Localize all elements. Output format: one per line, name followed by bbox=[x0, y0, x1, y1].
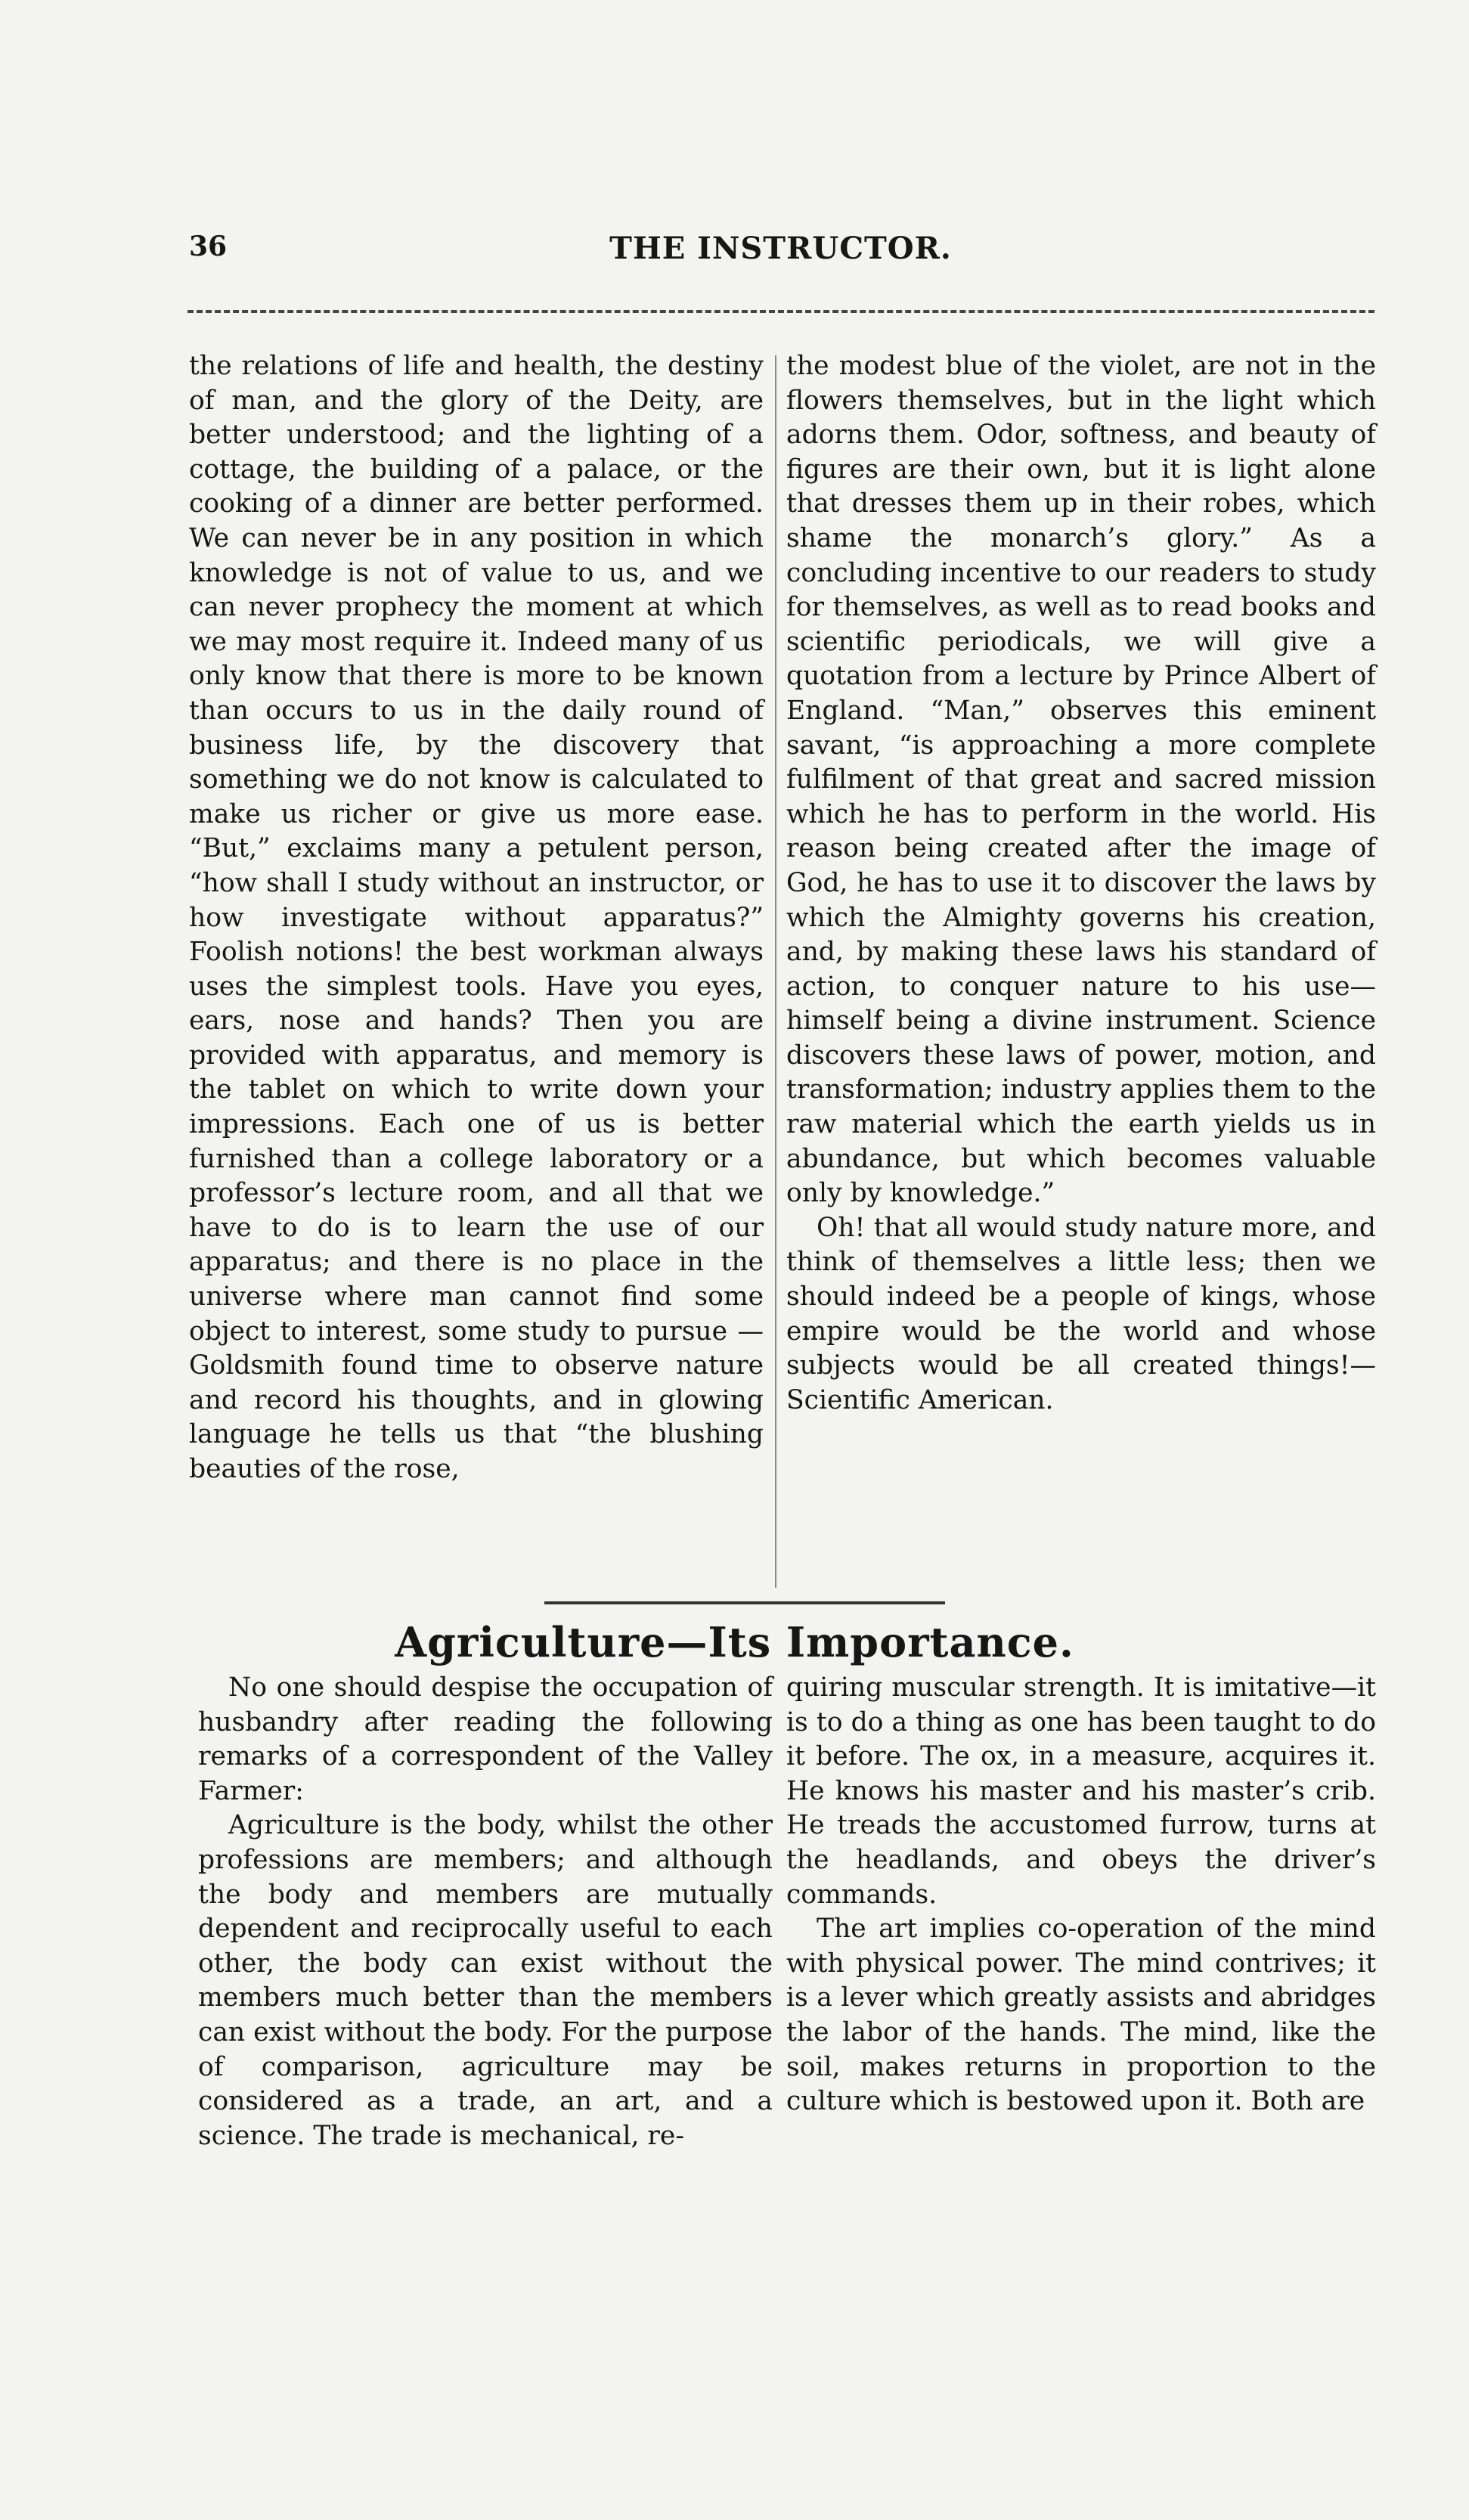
column-divider bbox=[775, 355, 776, 1588]
article-title: Agriculture—Its Importance. bbox=[395, 1618, 1074, 1666]
paragraph: the modest blue of the violet, are not in the flowers themselves, but in the light which adorns them. Odor, softness, and beauty of figures are their own, but it is light alone that dresses them up in their robes, which shame the monarch’s glory.” As a concluding incentive to our readers to study for themselves, as well as to read books and scientific periodicals, we will give a quotation from a lecture by Prince Albert of England. “Man,” observes this eminent savant, “is approaching a more complete fulfilment of that great and sacred mission which he has to perform in the world. His reason being created after the image of God, he has to use it to discover the laws by which the Almighty governs his creation, and, by making these laws his standard of action, to conquer nature to his use—himself being a divine instrument. Science discovers these laws of power, motion, and transformation; industry applies them to the raw material which the earth yields us in abundance, but which becomes valuable only by knowledge.” bbox=[786, 351, 1376, 1209]
paragraph: the relations of life and health, the destiny of man, and the glory of the Deity, are better understood; and the lighting of a cottage, the building of a palace, or the cooking of a dinner are better performed. We can never be in any position in which knowledge is not of value to us, and we can never prophecy the moment at which we may most require it. Indeed many of us only know that there is more to be known than occurs to us in the daily round of business life, by the discovery that something we do not know is calculated to make us richer or give us more ease. “But,” exclaims many a petulent person, “how shall I study without an instructor, or how investigate without apparatus?” Foolish notions! the best workman always uses the simplest tools. Have you eyes, ears, nose and hands? Then you are provided with apparatus, and memory is the tablet on which to write down your impressions. Each one of us is better furnished than a college laboratory or a professor’s lecture room, and all that we have to do is to learn the use of our apparatus; and there is no place in the universe where man cannot find some object to interest, some study to pursue — Goldsmith found time to observe nature and record his thoughts, and in glowing language he tells us that “the blushing beauties of the rose, bbox=[189, 351, 764, 1484]
section-rule bbox=[544, 1601, 945, 1604]
header-rule bbox=[187, 310, 1374, 313]
article-continued-right-column bbox=[786, 349, 1376, 1418]
article-continued-left-column bbox=[189, 349, 764, 1487]
paragraph: The art implies co-operation of the mind with physical power. The mind contrives; it is a lever which greatly assists and abridges the labor of the hands. The mind, like the soil, makes returns in proportion to the culture which is bestowed upon it. Both are bbox=[786, 1914, 1376, 2117]
paragraph: Oh! that all would study nature more, and think of themselves a little less; then we should indeed be a people of kings, whose empire would be the world and whose subjects would be all created things!—Scientific American. bbox=[786, 1212, 1376, 1415]
journal-title: THE INSTRUCTOR. bbox=[609, 231, 952, 266]
paragraph: quiring muscular strength. It is imitative—it is to do a thing as one has been taught to do it before. The ox, in a measure, acquires it. He knows his master and his master’s crib. He treads the accustomed furrow, turns at the headlands, and obeys the driver’s commands. bbox=[786, 1672, 1376, 1910]
paragraph: Agriculture is the body, whilst the other professions are members; and although the body and members are mutually dependent and reciprocally useful to each other, the body can exist without the members much better than the members can exist without the body. For the purpose of comparison, agriculture may be considered as a trade, an art, and a science. The trade is mechanical, re- bbox=[198, 1810, 773, 2151]
running-head bbox=[189, 231, 1372, 276]
article-right-column bbox=[786, 1671, 1376, 2119]
article-left-column bbox=[198, 1671, 773, 2153]
paragraph: No one should despise the occupation of husbandry after reading the following remarks of a correspondent of the Valley Farmer: bbox=[198, 1672, 773, 1806]
page-number: 36 bbox=[189, 231, 228, 262]
